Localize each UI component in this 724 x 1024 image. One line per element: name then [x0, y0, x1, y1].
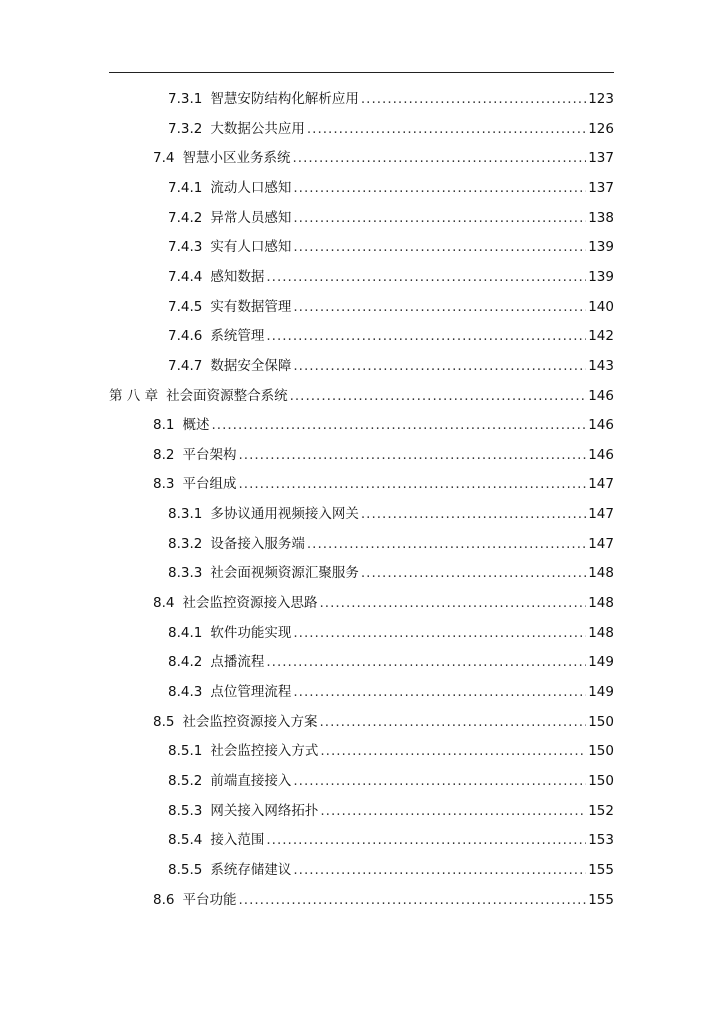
toc-entry-page: 153 — [588, 832, 614, 848]
toc-entry[interactable] — [168, 236, 614, 258]
toc-entry-title: 数据安全保障 — [210, 358, 292, 374]
toc-entry-number: 7.4.4 — [168, 269, 203, 285]
toc-dot-leader — [292, 147, 586, 169]
toc-entry-page: 123 — [588, 91, 614, 107]
toc-entry-title: 接入范围 — [210, 832, 265, 848]
toc-entry-title: 概述 — [182, 417, 210, 433]
header-rule — [109, 72, 614, 73]
toc-entry-number: 8.6 — [153, 892, 175, 908]
toc-entry-number: 8.3.2 — [168, 536, 203, 552]
toc-dot-leader — [320, 800, 586, 822]
toc-entry[interactable] — [168, 681, 614, 703]
toc-dot-leader — [266, 266, 586, 288]
toc-dot-leader — [293, 207, 586, 229]
toc-entry-number: 7.4.5 — [168, 299, 203, 315]
toc-entry-number: 8.5.4 — [168, 832, 203, 848]
toc-entry[interactable] — [168, 770, 614, 792]
toc-entry-title: 网关接入网络拓扑 — [210, 803, 319, 819]
toc-entry-number: 7.4.7 — [168, 358, 203, 374]
toc-entry-title: 社会监控资源接入方案 — [182, 714, 318, 730]
toc-entry-page: 137 — [588, 150, 614, 166]
toc-entry-page: 150 — [588, 773, 614, 789]
toc-entry-number: 7.4.6 — [168, 328, 203, 344]
toc-entry-number: 7.4.1 — [168, 180, 203, 196]
toc-entry[interactable] — [168, 355, 614, 377]
toc-entry-title: 大数据公共应用 — [210, 121, 305, 137]
toc-entry-number: 8.2 — [153, 447, 175, 463]
toc-entry[interactable] — [153, 711, 614, 733]
toc-entry[interactable] — [168, 503, 614, 525]
toc-entry-title: 平台架构 — [182, 447, 237, 463]
toc-entry-number: 8.1 — [153, 417, 175, 433]
toc-dot-leader — [293, 355, 586, 377]
toc-entry-number: 8.3.3 — [168, 565, 203, 581]
toc-dot-leader — [293, 859, 586, 881]
toc-entry-title: 感知数据 — [210, 269, 265, 285]
toc-dot-leader — [361, 503, 586, 525]
toc-entry[interactable] — [153, 147, 614, 169]
toc-entry-number: 8.5.1 — [168, 743, 203, 759]
toc-dot-leader — [307, 118, 586, 140]
toc-entry-title: 流动人口感知 — [210, 180, 292, 196]
toc-dot-leader — [319, 711, 586, 733]
toc-entry[interactable] — [168, 651, 614, 673]
toc-entry-number: 8.5.3 — [168, 803, 203, 819]
toc-entry-title: 社会监控接入方式 — [210, 743, 319, 759]
toc-entry[interactable] — [153, 592, 614, 614]
toc-dot-leader — [211, 414, 586, 436]
toc-entry-page: 126 — [588, 121, 614, 137]
toc-entry-title: 设备接入服务端 — [210, 536, 305, 552]
toc-entry-title: 系统存储建议 — [210, 862, 292, 878]
toc-entry-title: 实有数据管理 — [210, 299, 292, 315]
toc-entry-page: 150 — [588, 714, 614, 730]
toc-entry[interactable] — [153, 889, 614, 911]
toc-dot-leader — [238, 889, 586, 911]
toc-entry-title: 社会监控资源接入思路 — [182, 595, 318, 611]
toc-entry-page: 148 — [588, 625, 614, 641]
toc-entry-page: 146 — [588, 447, 614, 463]
toc-entry-page: 155 — [588, 862, 614, 878]
toc-entry-number: 8.4.2 — [168, 654, 203, 670]
toc-entry-page: 143 — [588, 358, 614, 374]
toc-entry-page: 148 — [588, 565, 614, 581]
toc-entry-page: 147 — [588, 536, 614, 552]
toc-dot-leader — [293, 622, 586, 644]
toc-entry-title: 点位管理流程 — [210, 684, 292, 700]
toc-entry[interactable] — [168, 800, 614, 822]
toc-entry-page: 149 — [588, 684, 614, 700]
toc-entry[interactable] — [168, 740, 614, 762]
toc-dot-leader — [307, 533, 586, 555]
toc-entry[interactable] — [168, 296, 614, 318]
toc-entry-title: 平台功能 — [182, 892, 237, 908]
toc-entry-page: 147 — [588, 476, 614, 492]
toc-entry-page: 137 — [588, 180, 614, 196]
toc-entry-number: 8.4.1 — [168, 625, 203, 641]
toc-entry-number: 7.4.3 — [168, 239, 203, 255]
toc-entry-number: 7.4 — [153, 150, 175, 166]
toc-entry-page: 138 — [588, 210, 614, 226]
toc-entry[interactable] — [168, 88, 614, 110]
toc-dot-leader — [293, 296, 586, 318]
toc-entry-number: 第 八 章 — [109, 388, 159, 404]
toc-entry-page: 155 — [588, 892, 614, 908]
toc-entry-title: 软件功能实现 — [210, 625, 292, 641]
toc-entry[interactable] — [168, 622, 614, 644]
toc-dot-leader — [293, 681, 586, 703]
toc-dot-leader — [293, 177, 586, 199]
toc-entry-number: 8.3.1 — [168, 506, 203, 522]
toc-dot-leader — [361, 88, 586, 110]
toc-entry-title: 多协议通用视频接入网关 — [210, 506, 359, 522]
toc-dot-leader — [361, 562, 586, 584]
toc-dot-leader — [266, 325, 586, 347]
toc-dot-leader — [320, 740, 586, 762]
toc-entry[interactable] — [153, 473, 614, 495]
toc-dot-leader — [293, 770, 586, 792]
toc-entry[interactable] — [168, 177, 614, 199]
toc-entry-page: 147 — [588, 506, 614, 522]
toc-entry[interactable] — [168, 533, 614, 555]
toc-entry[interactable] — [168, 829, 614, 851]
toc-entry-number: 8.3 — [153, 476, 175, 492]
toc-entry-title: 社会面视频资源汇聚服务 — [210, 565, 359, 581]
toc-entry-number: 8.5.2 — [168, 773, 203, 789]
toc-entry[interactable] — [153, 414, 614, 436]
toc-entry-page: 140 — [588, 299, 614, 315]
toc-entry[interactable] — [168, 266, 614, 288]
toc-entry-page: 146 — [588, 388, 614, 404]
toc-entry[interactable] — [168, 207, 614, 229]
toc-dot-leader — [319, 592, 586, 614]
toc-entry-number: 8.4 — [153, 595, 175, 611]
toc-dot-leader — [266, 651, 586, 673]
toc-entry-title: 智慧小区业务系统 — [182, 150, 291, 166]
toc-dot-leader — [293, 236, 586, 258]
toc-entry-page: 142 — [588, 328, 614, 344]
toc-entry-number: 7.3.1 — [168, 91, 203, 107]
toc-entry-number: 8.4.3 — [168, 684, 203, 700]
toc-entry-title: 智慧安防结构化解析应用 — [210, 91, 359, 107]
toc-entry-title: 前端直接接入 — [210, 773, 292, 789]
toc-entry-title: 点播流程 — [210, 654, 265, 670]
toc-entry-page: 150 — [588, 743, 614, 759]
toc-entry-title: 实有人口感知 — [210, 239, 292, 255]
toc-entry-number: 8.5.5 — [168, 862, 203, 878]
toc-entry[interactable] — [168, 859, 614, 881]
toc-entry-title: 异常人员感知 — [210, 210, 292, 226]
toc-entry-title: 平台组成 — [182, 476, 237, 492]
toc-entry-page: 152 — [588, 803, 614, 819]
toc-entry[interactable] — [168, 562, 614, 584]
toc-entry-number: 8.5 — [153, 714, 175, 730]
toc-entry-number: 7.4.2 — [168, 210, 203, 226]
toc-entry-page: 139 — [588, 239, 614, 255]
toc-dot-leader — [290, 385, 587, 407]
toc-entry-page: 148 — [588, 595, 614, 611]
toc-entry[interactable] — [168, 118, 614, 140]
toc-dot-leader — [266, 829, 586, 851]
toc-entry[interactable] — [153, 444, 614, 466]
toc-entry-title: 社会面资源整合系统 — [166, 388, 288, 404]
toc-entry-number: 7.3.2 — [168, 121, 203, 137]
toc-dot-leader — [238, 473, 586, 495]
toc-dot-leader — [238, 444, 586, 466]
toc-entry-title: 系统管理 — [210, 328, 265, 344]
toc-entry[interactable] — [109, 385, 614, 407]
toc-entry-page: 139 — [588, 269, 614, 285]
toc-entry-page: 146 — [588, 417, 614, 433]
toc-entry[interactable] — [168, 325, 614, 347]
toc-entry-page: 149 — [588, 654, 614, 670]
